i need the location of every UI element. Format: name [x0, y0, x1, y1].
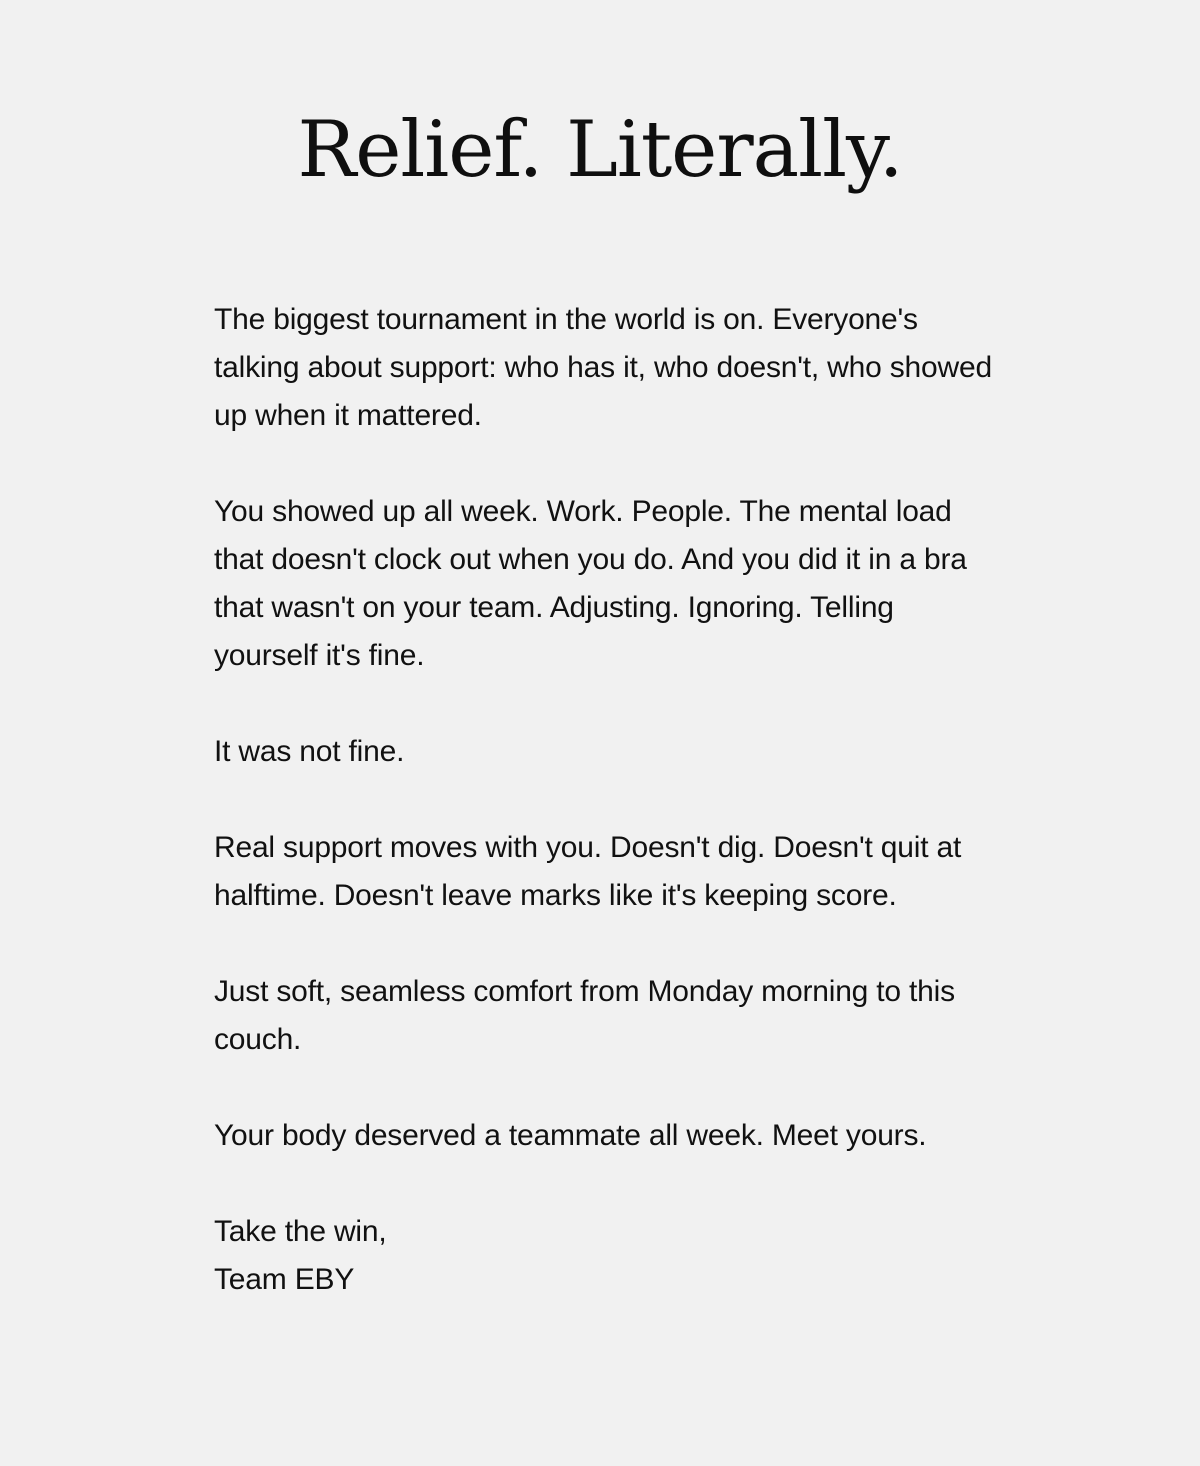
paragraph-comfort: Just soft, seamless comfort from Monday morning to this couch.	[214, 975, 955, 1056]
paragraph-not-fine: It was not fine.	[214, 735, 405, 768]
headline: Relief. Literally.	[297, 105, 903, 195]
closing-line: Take the win,	[214, 1215, 387, 1248]
paragraph-showed-up: You showed up all week. Work. People. The mental load that doesn't clock out when you do. And you did it in a bra that wasn't on your team. Adjusting. Ignoring. Telling yourself it's fine.	[214, 495, 967, 672]
paragraph-tournament: The biggest tournament in the world is on. Everyone's talking about support: who has it, who doesn't, who showed up when it mattered.	[214, 303, 992, 432]
message-body	[214, 296, 1004, 1304]
paragraph-real-support: Real support moves with you. Doesn't dig. Doesn't quit at halftime. Doesn't leave marks like it's keeping score.	[214, 831, 962, 912]
signature: Team EBY	[214, 1263, 355, 1296]
paragraph-teammate: Your body deserved a teammate all week. Meet yours.	[214, 1119, 927, 1152]
sign-off	[214, 1208, 1004, 1304]
